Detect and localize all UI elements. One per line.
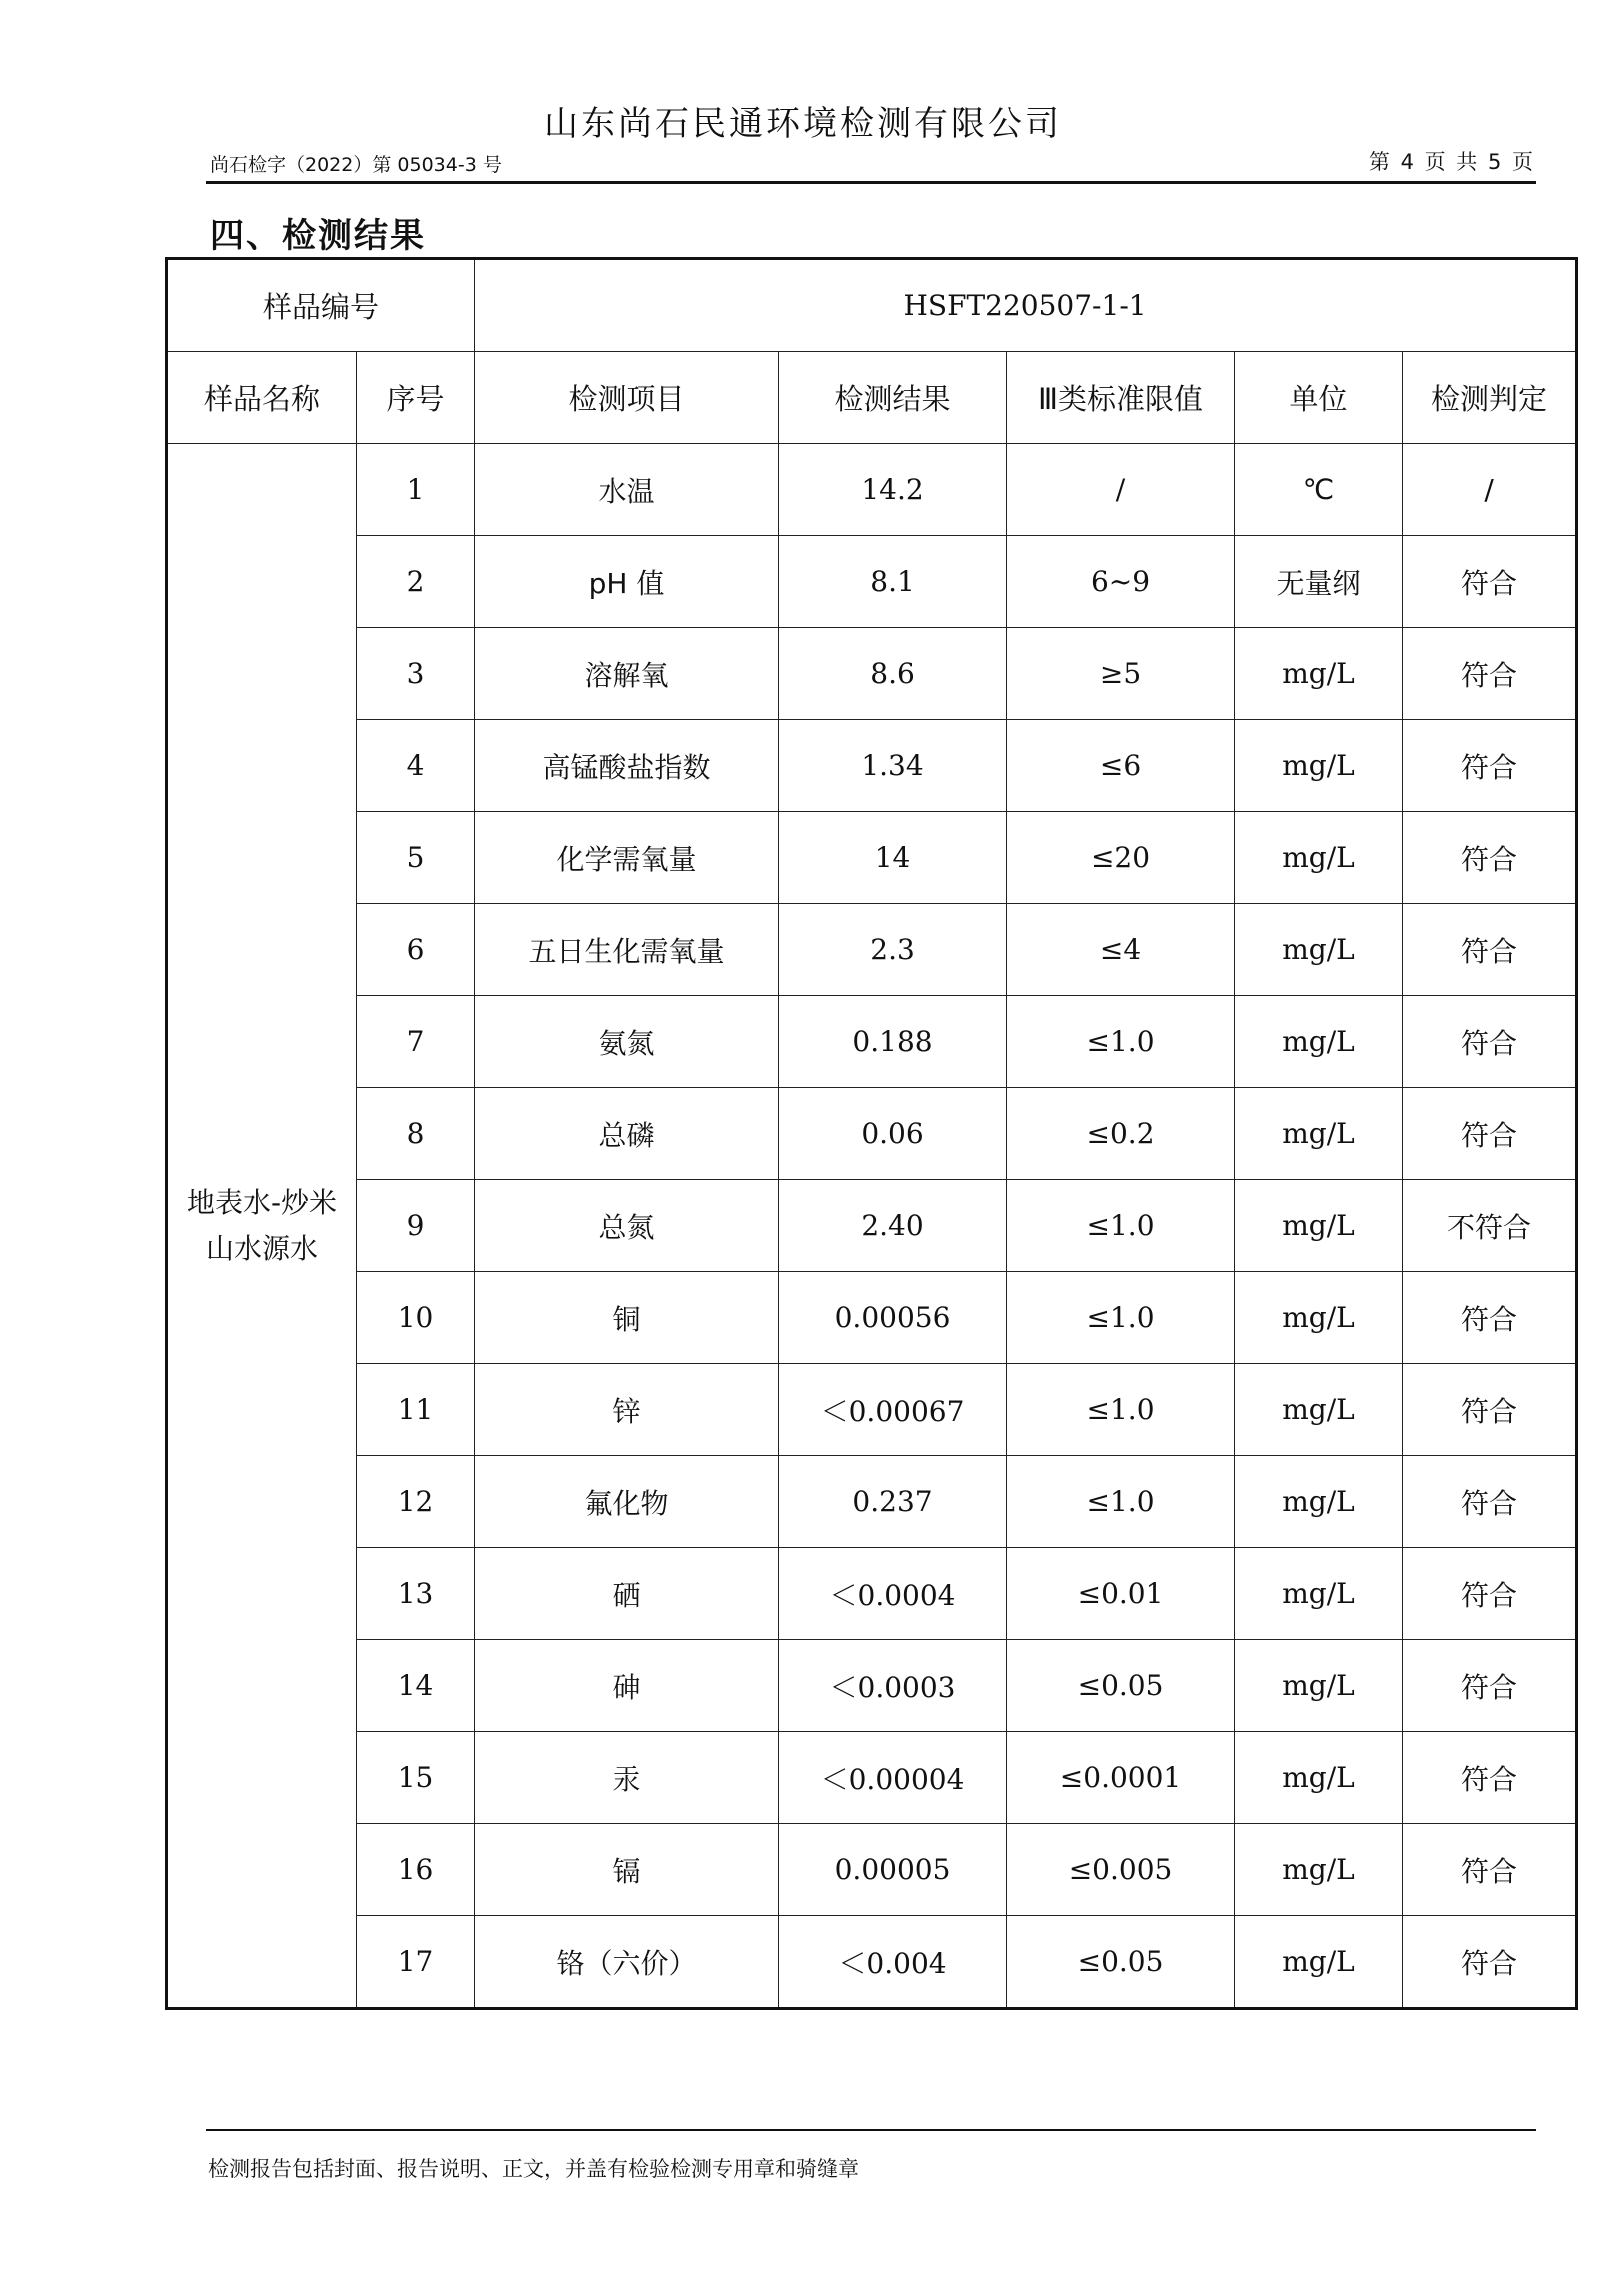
cell-unit: mg/L [1235, 1824, 1403, 1916]
cell-limit: ≤4 [1007, 904, 1235, 996]
cell-seq: 5 [357, 812, 475, 904]
cell-unit: mg/L [1235, 1732, 1403, 1824]
header-divider [206, 181, 1536, 184]
cell-unit: mg/L [1235, 812, 1403, 904]
cell-result: ＜0.00004 [779, 1732, 1007, 1824]
table-row [167, 1180, 1577, 1272]
col-header-limit: Ⅲ类标准限值 [1007, 352, 1235, 444]
col-header-result: 检测结果 [779, 352, 1007, 444]
table-row [167, 904, 1577, 996]
cell-limit: ≤0.0001 [1007, 1732, 1235, 1824]
cell-item: 铜 [475, 1272, 779, 1364]
table-row [167, 1640, 1577, 1732]
cell-seq: 3 [357, 628, 475, 720]
cell-unit: mg/L [1235, 1272, 1403, 1364]
cell-result: 0.237 [779, 1456, 1007, 1548]
col-header-seq: 序号 [357, 352, 475, 444]
cell-unit: 无量纲 [1235, 536, 1403, 628]
cell-seq: 1 [357, 444, 475, 536]
table-row [167, 1272, 1577, 1364]
cell-unit: mg/L [1235, 904, 1403, 996]
cell-limit: ≤0.2 [1007, 1088, 1235, 1180]
cell-judgement: 不符合 [1403, 1180, 1577, 1272]
cell-result: 14.2 [779, 444, 1007, 536]
footer-note: 检测报告包括封面、报告说明、正文，并盖有检验检测专用章和骑缝章 [208, 2157, 859, 2181]
cell-seq: 6 [357, 904, 475, 996]
cell-result: ＜0.00067 [779, 1364, 1007, 1456]
cell-item: 总氮 [475, 1180, 779, 1272]
cell-seq: 11 [357, 1364, 475, 1456]
cell-result: 8.1 [779, 536, 1007, 628]
cell-judgement: / [1403, 444, 1577, 536]
cell-result: 1.34 [779, 720, 1007, 812]
cell-item: 高锰酸盐指数 [475, 720, 779, 812]
cell-judgement: 符合 [1403, 1088, 1577, 1180]
cell-unit: mg/L [1235, 1180, 1403, 1272]
page-indicator: 第 4 页 共 5 页 [1368, 150, 1535, 174]
table-row [167, 628, 1577, 720]
cell-seq: 8 [357, 1088, 475, 1180]
cell-item: 化学需氧量 [475, 812, 779, 904]
cell-limit: / [1007, 444, 1235, 536]
results-table [165, 257, 1578, 2010]
table-row [167, 1732, 1577, 1824]
cell-seq: 14 [357, 1640, 475, 1732]
col-header-judgement: 检测判定 [1403, 352, 1577, 444]
cell-judgement: 符合 [1403, 1548, 1577, 1640]
cell-unit: ℃ [1235, 444, 1403, 536]
cell-unit: mg/L [1235, 1088, 1403, 1180]
cell-judgement: 符合 [1403, 1916, 1577, 2009]
section-title: 四、检测结果 [210, 216, 426, 256]
cell-seq: 16 [357, 1824, 475, 1916]
col-header-sample-name: 样品名称 [167, 352, 357, 444]
company-name: 山东尚石民通环境检测有限公司 [544, 104, 1062, 144]
table-row [167, 1548, 1577, 1640]
cell-item: 总磷 [475, 1088, 779, 1180]
cell-judgement: 符合 [1403, 1640, 1577, 1732]
cell-item: pH 值 [475, 536, 779, 628]
sample-name: 地表水-炒米山水源水 [186, 1185, 338, 1265]
cell-limit: ≤0.05 [1007, 1916, 1235, 2009]
cell-judgement: 符合 [1403, 720, 1577, 812]
cell-result: 0.00056 [779, 1272, 1007, 1364]
cell-result: 8.6 [779, 628, 1007, 720]
column-header-row [167, 352, 1577, 444]
cell-unit: mg/L [1235, 1548, 1403, 1640]
cell-judgement: 符合 [1403, 1364, 1577, 1456]
cell-limit: ≤1.0 [1007, 1456, 1235, 1548]
cell-seq: 15 [357, 1732, 475, 1824]
cell-result: 2.3 [779, 904, 1007, 996]
cell-limit: ≤1.0 [1007, 1180, 1235, 1272]
cell-judgement: 符合 [1403, 904, 1577, 996]
cell-judgement: 符合 [1403, 1732, 1577, 1824]
report-number: 尚石检字（2022）第 05034-3 号 [210, 154, 502, 176]
cell-item: 铬（六价） [475, 1916, 779, 2009]
cell-unit: mg/L [1235, 628, 1403, 720]
cell-judgement: 符合 [1403, 812, 1577, 904]
cell-limit: ≤0.05 [1007, 1640, 1235, 1732]
cell-limit: ≤1.0 [1007, 996, 1235, 1088]
cell-seq: 13 [357, 1548, 475, 1640]
cell-item: 砷 [475, 1640, 779, 1732]
cell-limit: ≥5 [1007, 628, 1235, 720]
col-header-unit: 单位 [1235, 352, 1403, 444]
cell-judgement: 符合 [1403, 628, 1577, 720]
cell-seq: 7 [357, 996, 475, 1088]
cell-limit: 6~9 [1007, 536, 1235, 628]
cell-item: 五日生化需氧量 [475, 904, 779, 996]
table-row [167, 1088, 1577, 1180]
cell-item: 溶解氧 [475, 628, 779, 720]
cell-result: ＜0.004 [779, 1916, 1007, 2009]
cell-item: 硒 [475, 1548, 779, 1640]
cell-item: 汞 [475, 1732, 779, 1824]
sample-number-value: HSFT220507-1-1 [475, 259, 1577, 352]
cell-limit: ≤0.005 [1007, 1824, 1235, 1916]
cell-result: 2.40 [779, 1180, 1007, 1272]
cell-limit: ≤1.0 [1007, 1272, 1235, 1364]
footer-divider [206, 2129, 1536, 2131]
cell-seq: 4 [357, 720, 475, 812]
cell-item: 锌 [475, 1364, 779, 1456]
cell-result: 0.06 [779, 1088, 1007, 1180]
sample-number-label: 样品编号 [167, 259, 475, 352]
col-header-item: 检测项目 [475, 352, 779, 444]
cell-seq: 2 [357, 536, 475, 628]
cell-item: 水温 [475, 444, 779, 536]
cell-seq: 10 [357, 1272, 475, 1364]
cell-judgement: 符合 [1403, 996, 1577, 1088]
cell-unit: mg/L [1235, 720, 1403, 812]
cell-unit: mg/L [1235, 1640, 1403, 1732]
cell-item: 氨氮 [475, 996, 779, 1088]
cell-judgement: 符合 [1403, 1824, 1577, 1916]
cell-limit: ≤1.0 [1007, 1364, 1235, 1456]
cell-unit: mg/L [1235, 1456, 1403, 1548]
table-row [167, 720, 1577, 812]
cell-result: ＜0.0003 [779, 1640, 1007, 1732]
cell-result: ＜0.0004 [779, 1548, 1007, 1640]
cell-judgement: 符合 [1403, 536, 1577, 628]
sample-number-row [167, 259, 1577, 352]
table-row [167, 1456, 1577, 1548]
table-row [167, 536, 1577, 628]
table-row [167, 1824, 1577, 1916]
cell-limit: ≤0.01 [1007, 1548, 1235, 1640]
cell-result: 0.188 [779, 996, 1007, 1088]
table-row [167, 1364, 1577, 1456]
cell-judgement: 符合 [1403, 1456, 1577, 1548]
sample-name-cell [167, 444, 357, 2009]
cell-seq: 9 [357, 1180, 475, 1272]
cell-item: 氟化物 [475, 1456, 779, 1548]
cell-result: 0.00005 [779, 1824, 1007, 1916]
cell-judgement: 符合 [1403, 1272, 1577, 1364]
cell-limit: ≤20 [1007, 812, 1235, 904]
cell-seq: 12 [357, 1456, 475, 1548]
table-row [167, 996, 1577, 1088]
cell-unit: mg/L [1235, 1364, 1403, 1456]
cell-result: 14 [779, 812, 1007, 904]
cell-unit: mg/L [1235, 1916, 1403, 2009]
cell-limit: ≤6 [1007, 720, 1235, 812]
cell-unit: mg/L [1235, 996, 1403, 1088]
table-row [167, 812, 1577, 904]
table-row [167, 444, 1577, 536]
cell-item: 镉 [475, 1824, 779, 1916]
table-row [167, 1916, 1577, 2009]
cell-seq: 17 [357, 1916, 475, 2009]
